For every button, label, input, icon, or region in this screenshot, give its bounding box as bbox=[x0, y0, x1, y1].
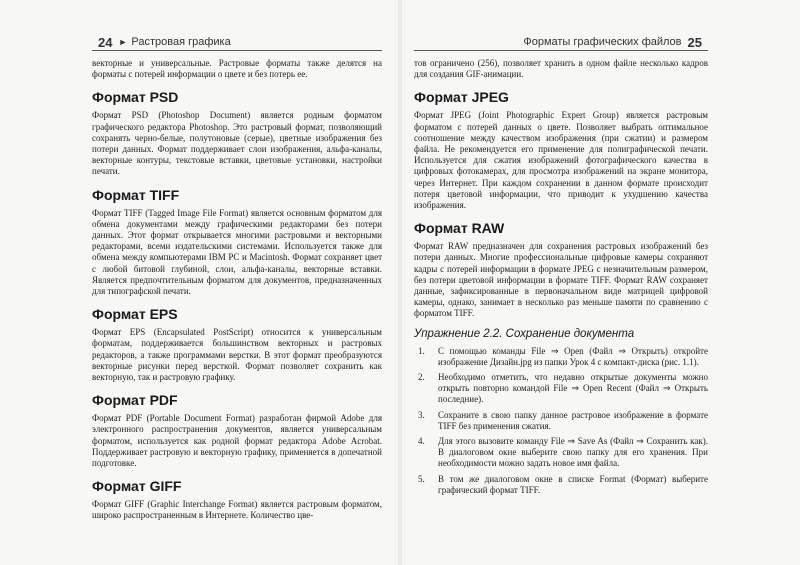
right-page-number: 25 bbox=[687, 34, 702, 50]
step-text: Для этого вызовите команду File ⇒ Save As (Файл ⇒ Сохранить как). В диалоговом окне выберите свою папку для его хранения. При необходимости можно задать новое имя файла. bbox=[438, 436, 708, 469]
text-psd: Формат PSD (Photoshop Document) является родным форматом графического редактора Photoshop. Это растровый формат, позволяющий сохранять черно-белые, полутоновые (серые), цветные изображения без потери данных. Формат поддерживает слои изображения, альфа-каналы, векторные контуры, текстовые вставки, цветовые установки, настройки печати. bbox=[92, 110, 382, 177]
step-number: 2. bbox=[418, 372, 425, 383]
step-number: 3. bbox=[418, 409, 425, 420]
heading-tiff: Формат TIFF bbox=[92, 186, 180, 203]
text-jpeg: Формат JPEG (Joint Photographic Expert Group) является растровым форматом с потерей данных о цвете. Позволяет выбрать оптимальное соотношение между качеством изображения (при сжатии) и размером файла. Не рекомендуется его применение для полиграфической печати. Используется для сжатия изображений фотографического качества в цифровых фотокамерах, для просмотра изображений на экране монитора, через Интернет. При каждом сохранении в данном формате происходит потеря цветовой информации, что приводит к ухудшению качества изображения. bbox=[414, 110, 708, 211]
left-running-head: Растровая графика bbox=[131, 36, 231, 48]
step-number: 5. bbox=[418, 473, 425, 484]
text-tiff: Формат TIFF (Tagged Image File Format) является основным форматом для обмена документами между графическими редакторами без потери данных. Этот формат открывается многими растровыми и векторными редакторами, всеми издательскими системами. Используется также для обмена между компьютерами IBM PC и Macintosh. Формат сохраняет цвет с любой битовой глубиной, слои, альфа-каналы, векторные вставки. Является предпочтительным форматом для документов, предназначенных для типографской печати. bbox=[92, 207, 382, 297]
list-item bbox=[414, 436, 708, 470]
left-content bbox=[92, 58, 382, 526]
text-pdf: Формат PDF (Portable Document Format) разработан фирмой Adobe для электронного распространения документов, является универсальным форматом, используется как родной формат редактора Adobe Acrobat. Поддерживает растровую и векторную графику, применяется в допечатной подготовке. bbox=[92, 413, 382, 469]
heading-giff: Формат GIFF bbox=[92, 478, 182, 495]
heading-raw: Формат RAW bbox=[414, 220, 505, 237]
step-text: С помощью команды File ⇒ Open (Файл ⇒ Открыть) откройте изображение Дизайн.jpg из папки Урок 4 с компакт-диска (рис. 1.1). bbox=[438, 345, 708, 367]
left-intro: векторные и универсальные. Растровые форматы также делятся на форматы с потерей информации о цвете и без потерь ее. bbox=[92, 58, 382, 80]
triangle-right-icon: ► bbox=[118, 37, 128, 47]
step-text: Необходимо отметить, что недавно открытые документы можно открыть повторно командой File ⇒ Open Recent (Файл ⇒ Открыть последние). bbox=[438, 372, 708, 405]
heading-jpeg: Формат JPEG bbox=[414, 89, 509, 106]
list-item bbox=[414, 372, 708, 406]
left-page-number: 24 bbox=[98, 34, 113, 50]
list-item bbox=[414, 474, 708, 496]
text-raw: Формат RAW предназначен для сохранения растровых изображений без потери данных. Многие профессиональные цифровые камеры сохраняют кадры с потерей информации в формате JPEG с незначительным размером, без потери цветовой информации в формате TIFF. Формат RAW сохраняет данные, зафиксированные в первоначальном виде матрицей цифровой камеры, однако, занимает в несколько раз меньше памяти по сравнению с форматом TIFF. bbox=[414, 241, 708, 319]
right-page bbox=[400, 0, 800, 565]
list-item bbox=[414, 410, 708, 432]
list-item bbox=[414, 346, 708, 368]
right-running-head: Форматы графических файлов bbox=[523, 36, 682, 48]
heading-psd: Формат PSD bbox=[92, 89, 179, 106]
exercise-title: Упражнение 2.2. Сохранение документа bbox=[414, 327, 635, 340]
heading-pdf: Формат PDF bbox=[92, 392, 178, 409]
step-number: 1. bbox=[418, 345, 425, 356]
text-eps: Формат EPS (Encapsulated PostScript) относится к универсальным форматам, поддерживается большинством векторных и растровых редакторов, а также программами верстки. В этот формат преобразуются векторные рисунки перед версткой. Формат позволяет сохранить как векторную, так и растровую графику. bbox=[92, 327, 382, 383]
left-running-header bbox=[92, 34, 382, 51]
right-intro: тов ограничено (256), позволяет хранить в одном файле несколько кадров для создания GIF-анимации. bbox=[414, 58, 708, 80]
right-running-header bbox=[414, 34, 708, 51]
step-number: 4. bbox=[418, 436, 425, 447]
step-text: Сохраните в свою папку данное растровое изображение в формате TIFF без применения сжатия. bbox=[438, 409, 708, 431]
heading-eps: Формат EPS bbox=[92, 306, 178, 323]
right-content bbox=[414, 58, 708, 500]
step-text: В том же диалоговом окне в списке Format (Формат) выберите графический формат TIFF. bbox=[438, 473, 708, 495]
exercise-steps bbox=[414, 346, 708, 496]
text-giff: Формат GIFF (Graphic Interchange Format) является растровым форматом, широко распространенным в Интернете. Количество цве- bbox=[92, 499, 382, 521]
